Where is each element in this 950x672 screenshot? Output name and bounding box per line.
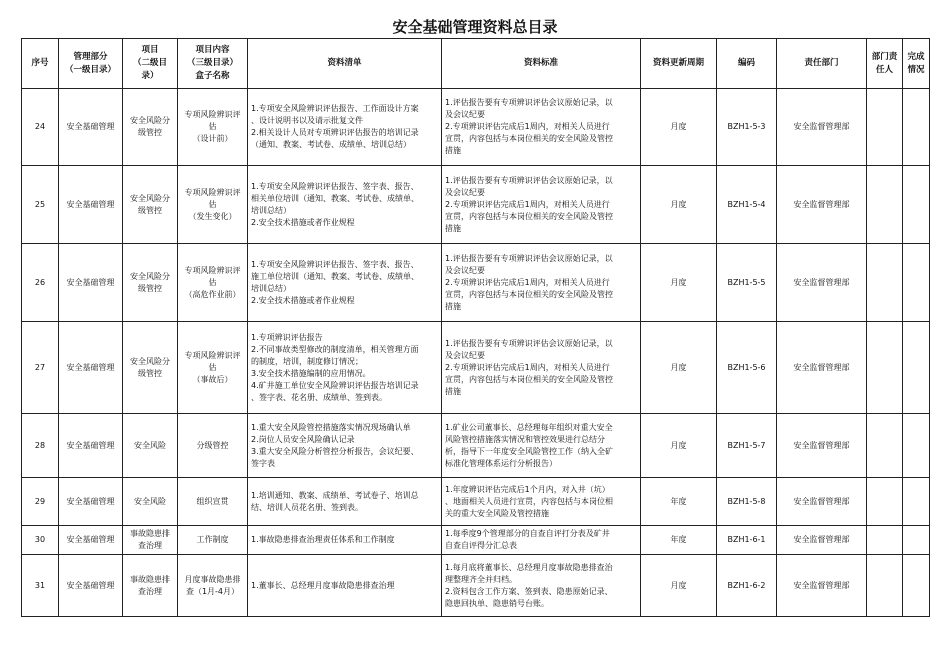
cell-cycle: 月度 [641, 89, 717, 166]
cell-level1: 安全基础管理 [59, 478, 123, 526]
table-row [22, 89, 930, 166]
cell-dept: 安全监督管理部 [777, 322, 867, 414]
cell-status [903, 555, 930, 617]
header-list: 资料清单 [248, 39, 442, 89]
cell-level1: 安全基础管理 [59, 89, 123, 166]
cell-person [867, 244, 903, 322]
cell-code: BZH1-5-7 [717, 414, 777, 478]
cell-level3: 分级管控 [178, 414, 248, 478]
cell-standard: 1.年度辨识评估完成后1个月内，对入井（坑） 、地面相关人员进行宣贯，内容包括与本岗位相 关的重大安全风险及管控措施 [442, 478, 641, 526]
header-status: 完成 情况 [903, 39, 930, 89]
cell-standard: 1.评估报告要有专项辨识评估会议原始记录，以 及会议纪要 2.专项辨识评估完成后1周内，对相关人员进行 宣贯，内容包括与本岗位相关的安全风险及管控 措施 [442, 89, 641, 166]
cell-standard: 1.评估报告要有专项辨识评估会议原始记录，以 及会议纪要 2.专项辨识评估完成后1周内，对相关人员进行 宣贯，内容包括与本岗位相关的安全风险及管控 措施 [442, 244, 641, 322]
table-row [22, 322, 930, 414]
table-row [22, 166, 930, 244]
header-person: 部门责 任人 [867, 39, 903, 89]
page-title: 安全基础管理资料总目录 [392, 18, 558, 36]
cell-dept: 安全监督管理部 [777, 414, 867, 478]
header-level1: 管理部分 （一级目录） [59, 39, 123, 89]
cell-standard: 1.评估报告要有专项辨识评估会议原始记录，以 及会议纪要 2.专项辨识评估完成后1周内，对相关人员进行 宣贯，内容包括与本岗位相关的安全风险及管控 措施 [442, 322, 641, 414]
header-seq: 序号 [22, 39, 59, 89]
directory-table [21, 38, 930, 617]
table-row [22, 555, 930, 617]
cell-person [867, 526, 903, 555]
header-row [22, 39, 930, 89]
cell-dept: 安全监督管理部 [777, 89, 867, 166]
cell-cycle: 月度 [641, 414, 717, 478]
cell-person [867, 414, 903, 478]
cell-code: BZH1-6-2 [717, 555, 777, 617]
cell-level3: 月度事故隐患排 查（1月-4月） [178, 555, 248, 617]
cell-seq: 29 [22, 478, 59, 526]
cell-status [903, 166, 930, 244]
cell-standard: 1.每月底将董事长、总经理月度事故隐患排查治 理整理齐全并归档。 2.资料包含工作方案、签到表、隐患原始记录、 隐患回执单、隐患销号台账。 [442, 555, 641, 617]
cell-level1: 安全基础管理 [59, 526, 123, 555]
header-level3: 项目内容 （三级目录） 盒子名称 [178, 39, 248, 89]
table-row [22, 478, 930, 526]
cell-status [903, 322, 930, 414]
cell-code: BZH1-5-6 [717, 322, 777, 414]
cell-code: BZH1-6-1 [717, 526, 777, 555]
cell-level2: 安全风险分 级管控 [123, 89, 178, 166]
cell-person [867, 322, 903, 414]
cell-level1: 安全基础管理 [59, 244, 123, 322]
cell-dept: 安全监督管理部 [777, 166, 867, 244]
cell-level2: 事故隐患排 查治理 [123, 555, 178, 617]
header-level2: 项目 （二级目 录） [123, 39, 178, 89]
cell-dept: 安全监督管理部 [777, 555, 867, 617]
table-row [22, 526, 930, 555]
cell-list: 1.董事长、总经理月度事故隐患排查治理 [248, 555, 442, 617]
cell-cycle: 月度 [641, 244, 717, 322]
cell-seq: 30 [22, 526, 59, 555]
cell-level2: 事故隐患排 查治理 [123, 526, 178, 555]
cell-seq: 24 [22, 89, 59, 166]
cell-level2: 安全风险分 级管控 [123, 244, 178, 322]
cell-level2: 安全风险 [123, 478, 178, 526]
table-row [22, 244, 930, 322]
cell-list: 1.重大安全风险管控措施落实情况现场确认单 2.岗位人员安全风险确认记录 3.重大安全风险分析管控分析报告，会议纪要、 签字表 [248, 414, 442, 478]
cell-list: 1.专项安全风险辨识评估报告、签字表、报告、 相关单位培训（通知、教案、考试卷、成绩单、 培训总结） 2.安全技术措施或者作业规程 [248, 166, 442, 244]
cell-cycle: 月度 [641, 166, 717, 244]
cell-person [867, 478, 903, 526]
cell-level1: 安全基础管理 [59, 322, 123, 414]
cell-status [903, 244, 930, 322]
cell-cycle: 年度 [641, 478, 717, 526]
cell-level1: 安全基础管理 [59, 166, 123, 244]
cell-standard: 1.评估报告要有专项辨识评估会议原始记录，以 及会议纪要 2.专项辨识评估完成后1周内，对相关人员进行 宣贯，内容包括与本岗位相关的安全风险及管控 措施 [442, 166, 641, 244]
cell-seq: 26 [22, 244, 59, 322]
cell-person [867, 166, 903, 244]
cell-status [903, 478, 930, 526]
table-row [22, 414, 930, 478]
cell-level3: 专项风险辨识评 估 （高危作业前） [178, 244, 248, 322]
cell-standard: 1.每季度9个管理部分的自查自评打分表及矿井 自查自评得分汇总表 [442, 526, 641, 555]
cell-code: BZH1-5-4 [717, 166, 777, 244]
cell-status [903, 526, 930, 555]
cell-level3: 组织宣贯 [178, 478, 248, 526]
cell-level3: 专项风险辨识评 估 （设计前） [178, 89, 248, 166]
cell-level1: 安全基础管理 [59, 414, 123, 478]
cell-cycle: 月度 [641, 322, 717, 414]
cell-cycle: 年度 [641, 526, 717, 555]
cell-level2: 安全风险分 级管控 [123, 322, 178, 414]
cell-cycle: 月度 [641, 555, 717, 617]
cell-dept: 安全监督管理部 [777, 526, 867, 555]
cell-dept: 安全监督管理部 [777, 478, 867, 526]
cell-seq: 28 [22, 414, 59, 478]
cell-seq: 25 [22, 166, 59, 244]
cell-level1: 安全基础管理 [59, 555, 123, 617]
cell-seq: 27 [22, 322, 59, 414]
cell-level2: 安全风险 [123, 414, 178, 478]
cell-level2: 安全风险分 级管控 [123, 166, 178, 244]
header-dept: 责任部门 [777, 39, 867, 89]
cell-list: 1.专项安全风险辨识评估报告、工作面设计方案 、设计说明书以及请示批复文件 2.相关设计人员对专项辨识评估报告的培训记录 （通知、教案、考试卷、成绩单、培训总结） [248, 89, 442, 166]
cell-level3: 工作制度 [178, 526, 248, 555]
cell-person [867, 89, 903, 166]
header-cycle: 资料更新周期 [641, 39, 717, 89]
cell-seq: 31 [22, 555, 59, 617]
header-code: 编码 [717, 39, 777, 89]
cell-code: BZH1-5-8 [717, 478, 777, 526]
cell-standard: 1.矿业公司董事长、总经理每年组织对重大安全 风险管控措施落实情况和管控效果进行总结分 析，指导下一年度安全风险管控工作（纳入全矿 标准化管理体系运行分析报告） [442, 414, 641, 478]
cell-level3: 专项风险辨识评 估 （发生变化） [178, 166, 248, 244]
cell-status [903, 414, 930, 478]
cell-code: BZH1-5-5 [717, 244, 777, 322]
cell-level3: 专项风险辨识评 估 （事故后） [178, 322, 248, 414]
cell-status [903, 89, 930, 166]
cell-list: 1.专项辨识评估报告 2.不同事故类型修改的制度清单，相关管理方面 的制度，培训，制度修订情况； 3.安全技术措施编制的应用情况。 4.矿井施工单位安全风险辨识评估报告培训记录 、签字表、花名册、成绩单、签到表。 [248, 322, 442, 414]
cell-list: 1.培训通知、教案、成绩单、考试卷子、培训总 结、培训人员花名册、签到表。 [248, 478, 442, 526]
cell-person [867, 555, 903, 617]
cell-list: 1.事故隐患排查治理责任体系和工作制度 [248, 526, 442, 555]
cell-code: BZH1-5-3 [717, 89, 777, 166]
header-standard: 资料标准 [442, 39, 641, 89]
cell-dept: 安全监督管理部 [777, 244, 867, 322]
cell-list: 1.专项安全风险辨识评估报告、签字表、报告、 施工单位培训（通知、教案、考试卷、成绩单、 培训总结） 2.安全技术措施或者作业规程 [248, 244, 442, 322]
